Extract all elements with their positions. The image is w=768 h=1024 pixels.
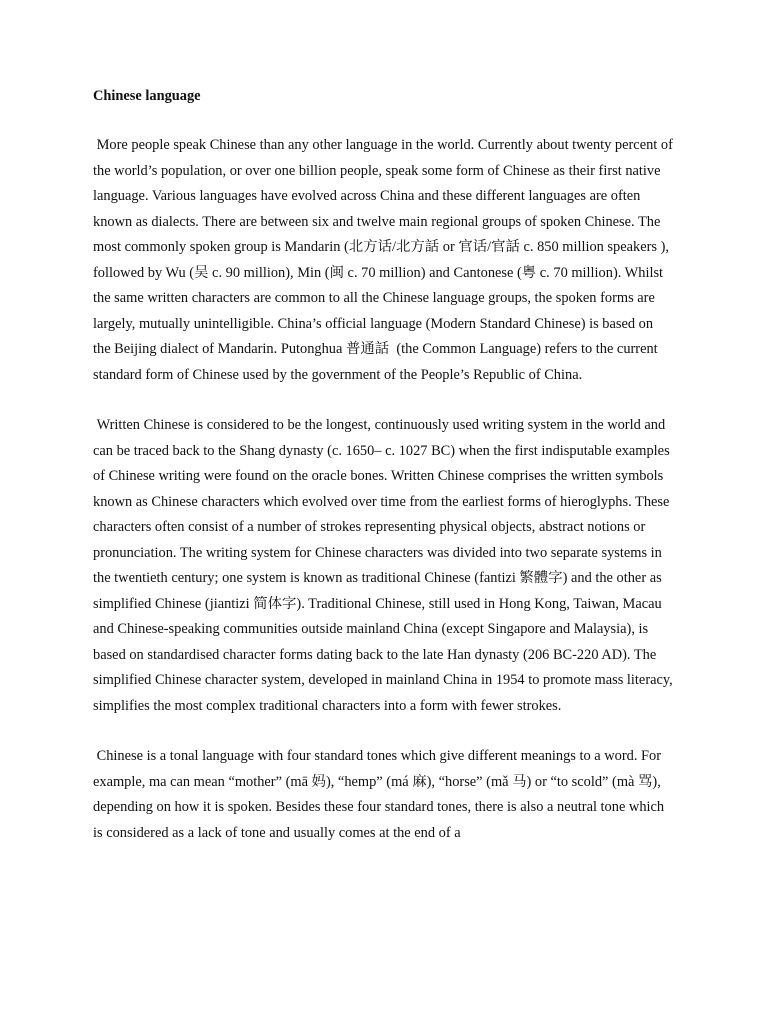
paragraph-1-text: More people speak Chinese than any other language in the world. Currently about twenty percent of the world’s population, or over one billion people, speak some form of Chinese as their first native language. Various languages have evolved across China and these different languages are often known as dialects. There are between six and twelve main regional groups of spoken Chinese. The most commonly spoken group is Mandarin (北方话/北方話 or 官话/官話 c. 850 million speakers ), followed by Wu (吴 c. 90 million), Min (闽 c. 70 million) and Cantonese (粤 c. 70 million). Whilst the same written characters are common to all the Chinese language groups, the spoken forms are largely, mutually unintelligible. China’s official language (Modern Standard Chinese) is based on the Beijing dialect of Mandarin. Putonghua 普通話 (the Common Language) refers to the current standard form of Chinese used by the government of the People’s Republic of China. bbox=[93, 137, 677, 383]
document-page bbox=[93, 84, 677, 846]
paragraph-2 bbox=[93, 413, 677, 719]
paragraph-3 bbox=[93, 744, 673, 846]
paragraph-1 bbox=[93, 133, 677, 388]
paragraph-3-text: Chinese is a tonal language with four standard tones which give different meanings to a word. For example, ma can mean “mother” (mā 妈), “hemp” (má 麻), “horse” (mǎ 马) or “to scold” (mà 骂), depending on how it is spoken. Besides these four standard tones, there is also a neutral tone which is considered as a lack of tone and usually comes at the end of a bbox=[93, 748, 668, 841]
document-title: Chinese language bbox=[93, 88, 201, 104]
paragraph-2-text: Written Chinese is considered to be the longest, continuously used writing system in the world and can be traced back to the Shang dynasty (c. 1650– c. 1027 BC) when the first indisputable examples of Chinese writing were found on the oracle bones. Written Chinese comprises the written symbols known as Chinese characters which evolved over time from the earliest forms of hieroglyphs. These characters often consist of a number of strokes representing physical objects, abstract notions or pronunciation. The writing system for Chinese characters was divided into two separate systems in the twentieth century; one system is known as traditional Chinese (fantizi 繁體字) and the other as simplified Chinese (jiantizi 简体字). Traditional Chinese, still used in Hong Kong, Taiwan, Macau and Chinese-speaking communities outside mainland China (except Singapore and Malaysia), is based on standardised character forms dating back to the late Han dynasty (206 BC-220 AD). The simplified Chinese character system, developed in mainland China in 1954 to promote mass literacy, simplifies the most complex traditional characters into a form with fewer strokes. bbox=[93, 417, 677, 714]
